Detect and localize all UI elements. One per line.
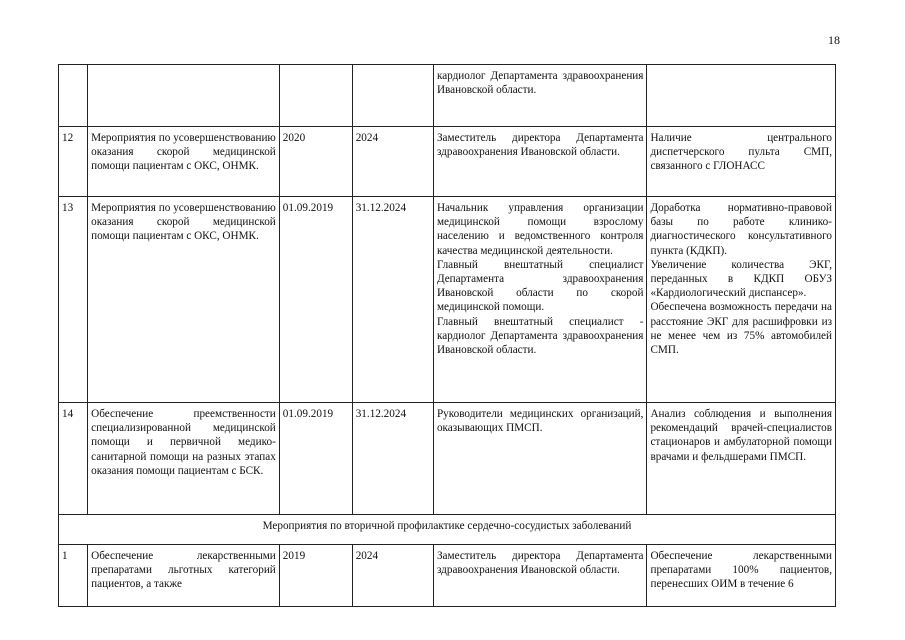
start-date-cell: 01.09.2019 [279,403,352,515]
end-date-cell: 31.12.2024 [352,403,433,515]
responsible-cell: кардиолог Департамента здравоохранения Ивановской области. [433,65,647,127]
result-cell: Обеспечение лекарственными препаратами 100% пациентов, перенесших ОИМ в течение 6 [647,545,836,607]
row-number-cell: 14 [59,403,88,515]
measure-cell: Обеспечение лекарственными препаратами льготных категорий пациентов, а также [88,545,280,607]
responsible-cell [433,197,647,403]
measure-cell: Мероприятия по усовершенствованию оказания скорой медицинской помощи пациентам с ОКС, ОНМК. [88,197,280,403]
result-paragraph: Доработка нормативно-правовой базы по работе клинико-диагностического консультативного пункта (КДКП). [650,202,832,257]
start-date-cell: 2020 [279,127,352,197]
measure-cell: Мероприятия по усовершенствованию оказания скорой медицинской помощи пациентам с ОКС, ОНМК. [88,127,280,197]
result-cell [647,65,836,127]
end-date-cell [352,65,433,127]
measures-table [58,64,836,607]
result-cell: Наличие центрального диспетчерского пульта СМП, связанного с ГЛОНАСС [647,127,836,197]
result-cell [647,197,836,403]
result-cell: Анализ соблюдения и выполнения рекомендаций врачей-специалистов стационаров и амбулаторной помощи врачами и фельдшерами ПМСП. [647,403,836,515]
page-number: 18 [828,33,840,47]
responsible-cell: Заместитель директора Департамента здравоохранения Ивановской области. [433,545,647,607]
row-number-cell [59,65,88,127]
table-row [59,403,836,515]
table-row [59,197,836,403]
result-paragraph: Обеспечена возможность передачи на расстояние ЭКГ для расшифровки из не менее чем из 75% автомобилей СМП. [650,301,832,357]
measure-cell [88,65,280,127]
responsible-paragraph: Главный внештатный специалист Департамента здравоохранения Ивановской области по скорой медицинской помощи. [436,258,644,314]
end-date-cell: 31.12.2024 [352,197,433,403]
result-paragraph: Увеличение количества ЭКГ, переданных в КДКП ОБУЗ «Кардиологический диспансер». [650,258,832,300]
start-date-cell [279,65,352,127]
table-row [59,65,836,127]
measure-cell: Обеспечение преемственности специализированной медицинской помощи и первичной медико-санитарной помощи на разных этапах оказания помощи пациентам с БСК. [88,403,280,515]
row-number-cell: 12 [59,127,88,197]
row-number-cell: 1 [59,545,88,607]
responsible-cell: Руководители медицинских организаций, оказывающих ПМСП. [433,403,647,515]
section-header-row [59,515,836,545]
responsible-cell: Заместитель директора Департамента здравоохранения Ивановской области. [433,127,647,197]
table-row [59,127,836,197]
end-date-cell: 2024 [352,127,433,197]
start-date-cell: 2019 [279,545,352,607]
row-number-cell: 13 [59,197,88,403]
responsible-paragraph: Главный внештатный специалист - кардиолог Департамента здравоохранения Ивановской области. [436,315,644,357]
responsible-paragraph: Начальник управления организации медицинской помощи взрослому населению и ведомственного контроля качества медицинской деятельности. [436,202,644,257]
end-date-cell: 2024 [352,545,433,607]
table-row [59,545,836,607]
section-header: Мероприятия по вторичной профилактике сердечно-сосудистых заболеваний [59,515,836,545]
start-date-cell: 01.09.2019 [279,197,352,403]
